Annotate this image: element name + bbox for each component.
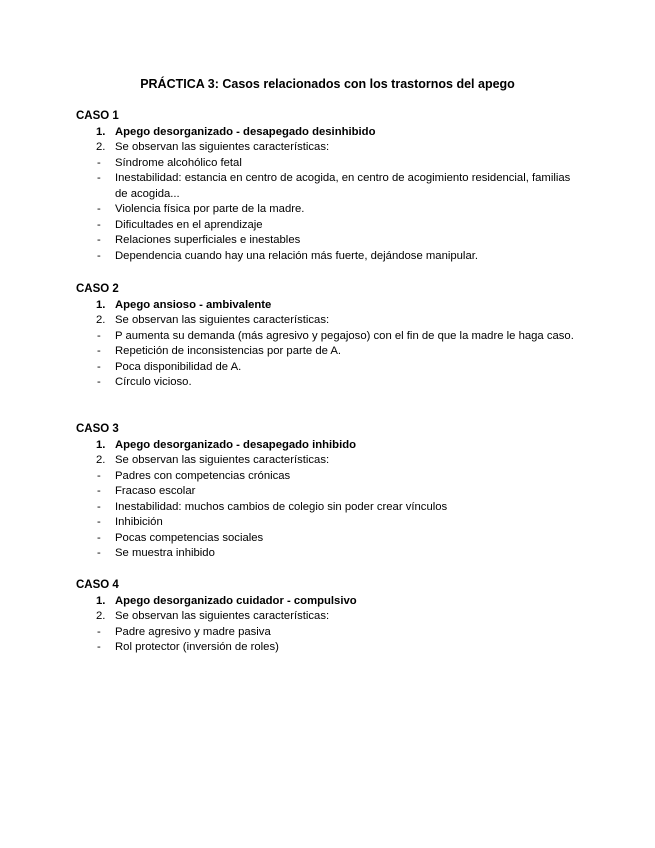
list-item-text: Poca disponibilidad de A.: [115, 360, 242, 373]
case-section-2: [76, 282, 576, 391]
list-item-text: Se observan las siguientes características:: [115, 610, 330, 622]
list-item-text: Círculo vicioso.: [115, 376, 192, 388]
bullet-dash: -: [97, 218, 101, 231]
bullet-dash: -: [97, 641, 101, 653]
list-item-text: Rol protector (inversión de roles): [115, 641, 279, 653]
list-item-text: Se observan las siguientes características:: [115, 454, 330, 466]
list-item-text: Apego ansioso - ambivalente: [115, 298, 272, 311]
list-item: [76, 202, 576, 218]
list-item: [76, 360, 576, 376]
list-item: [76, 329, 576, 345]
list-item-text: P aumenta su demanda (más agresivo y pegajoso) con el fin de que la madre le haga caso.: [115, 329, 574, 342]
list-item: [76, 218, 576, 234]
list-item: [76, 515, 576, 531]
list-number: 2.: [96, 454, 106, 466]
list-item: [76, 233, 576, 249]
list-item: [76, 171, 576, 202]
bullet-dash: -: [97, 249, 101, 262]
list-number: 2.: [96, 141, 106, 153]
list-item-text: Se observan las siguientes características:: [115, 314, 330, 326]
list-number: 2.: [96, 610, 106, 622]
list-item-text: Padres con competencias crónicas: [115, 469, 291, 482]
bullet-dash: -: [97, 345, 101, 357]
list-item: [76, 249, 576, 265]
list-item-text: Inestabilidad: estancia en centro de acogida, en centro de acogimiento residencial, familias de acogida...: [115, 172, 571, 200]
list-item-text: Apego desorganizado cuidador - compulsivo: [115, 594, 357, 607]
list-item-text: Fracaso escolar: [115, 485, 196, 497]
list-number: 1.: [96, 438, 106, 451]
list-item-text: Apego desorganizado - desapegado inhibido: [115, 438, 357, 451]
list-item: [76, 298, 576, 314]
list-item: [76, 640, 576, 656]
list-item: [76, 438, 576, 454]
list-item-text: Síndrome alcohólico fetal: [115, 156, 242, 169]
case-section-4: [76, 578, 576, 656]
list-item: [76, 500, 576, 516]
list-number: 1.: [96, 298, 106, 311]
bullet-dash: -: [97, 625, 101, 638]
bullet-dash: -: [97, 234, 101, 246]
list-item: [76, 140, 576, 156]
list-item-text: Inestabilidad: muchos cambios de colegio sin poder crear vínculos: [115, 500, 448, 513]
list-item: [76, 375, 576, 391]
list-number: 1.: [96, 594, 106, 607]
list-number: 1.: [96, 125, 106, 138]
bullet-dash: -: [97, 500, 101, 513]
case-heading: CASO 1: [76, 110, 119, 122]
list-item-text: Se muestra inhibido: [115, 547, 215, 559]
list-item: [76, 313, 576, 329]
list-item: [76, 609, 576, 625]
list-item-text: Violencia física por parte de la madre.: [115, 203, 305, 215]
page-title: PRÁCTICA 3: Casos relacionados con los trastornos del apego: [140, 77, 515, 91]
bullet-dash: -: [97, 516, 101, 528]
list-item-text: Dificultades en el aprendizaje: [115, 218, 263, 231]
bullet-dash: -: [97, 360, 101, 373]
list-item: [76, 546, 576, 562]
list-item-text: Apego desorganizado - desapegado desinhibido: [115, 125, 376, 138]
bullet-dash: -: [97, 469, 101, 482]
bullet-dash: -: [97, 203, 101, 215]
list-number: 2.: [96, 314, 106, 326]
list-item: [76, 531, 576, 547]
case-section-1: [76, 109, 576, 264]
list-item-text: Dependencia cuando hay una relación más fuerte, dejándose manipular.: [115, 249, 479, 262]
case-heading: CASO 3: [76, 423, 119, 435]
case-section-3: [76, 422, 576, 562]
list-item-text: Padre agresivo y madre pasiva: [115, 625, 271, 638]
list-item: [76, 594, 576, 610]
bullet-dash: -: [97, 531, 101, 544]
bullet-dash: -: [97, 172, 101, 184]
case-heading: CASO 2: [76, 283, 119, 295]
list-item: [76, 625, 576, 641]
list-item: [76, 453, 576, 469]
list-item: [76, 484, 576, 500]
bullet-dash: -: [97, 547, 101, 559]
list-item: [76, 344, 576, 360]
list-item-text: Relaciones superficiales e inestables: [115, 234, 301, 246]
bullet-dash: -: [97, 329, 101, 342]
list-item-text: Repetición de inconsistencias por parte de A.: [115, 345, 342, 357]
list-item: [76, 469, 576, 485]
bullet-dash: -: [97, 376, 101, 388]
list-item-text: Inhibición: [115, 516, 163, 528]
list-item-text: Se observan las siguientes características:: [115, 141, 330, 153]
list-item-text: Pocas competencias sociales: [115, 531, 264, 544]
list-item: [76, 125, 576, 141]
case-heading: CASO 4: [76, 579, 119, 591]
bullet-dash: -: [97, 485, 101, 497]
bullet-dash: -: [97, 156, 101, 169]
list-item: [76, 156, 576, 172]
